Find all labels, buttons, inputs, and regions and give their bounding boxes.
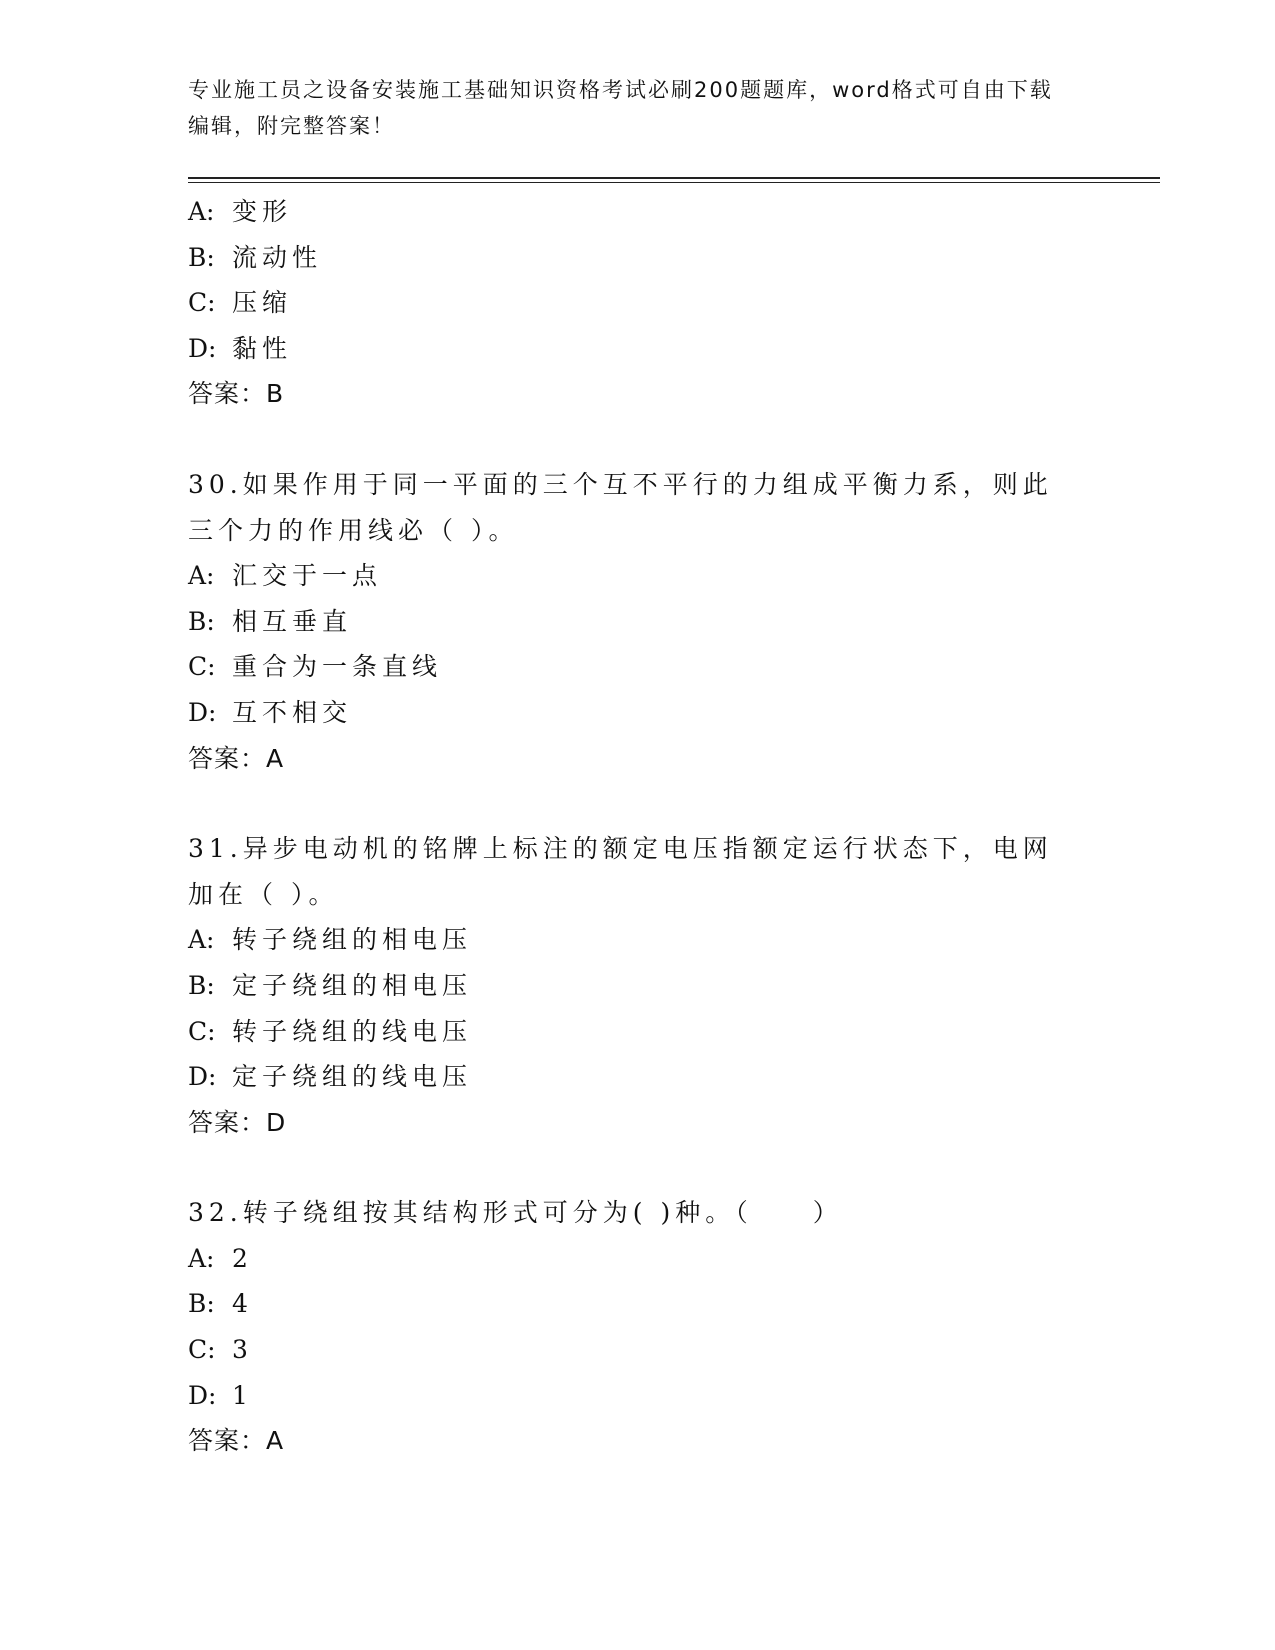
question-text: 32.转子绕组按其结构形式可分为( )种。（ ） bbox=[188, 1198, 843, 1228]
option-text: 1 bbox=[232, 1380, 253, 1410]
option-label: B: bbox=[188, 242, 215, 272]
option-text: 定子绕组的线电压 bbox=[232, 1062, 473, 1092]
header-divider-thin bbox=[188, 182, 1160, 183]
option-text: 压缩 bbox=[232, 288, 293, 318]
answer-line: 答案：D bbox=[188, 1107, 287, 1137]
option-a bbox=[188, 553, 1088, 599]
option-label: D: bbox=[188, 1380, 217, 1410]
option-label: B: bbox=[188, 606, 215, 636]
option-c bbox=[188, 1327, 1088, 1373]
option-c bbox=[188, 1009, 1088, 1055]
option-text: 转子绕组的线电压 bbox=[232, 1016, 473, 1046]
option-c bbox=[188, 644, 1088, 690]
option-label: C: bbox=[188, 652, 216, 682]
option-label: D: bbox=[188, 333, 217, 363]
option-text: 3 bbox=[232, 1335, 253, 1365]
option-text: 转子绕组的相电压 bbox=[232, 925, 473, 955]
option-label: B: bbox=[188, 970, 215, 1000]
question-block-32 bbox=[188, 1190, 1088, 1464]
option-b bbox=[188, 599, 1088, 645]
option-b bbox=[188, 235, 1088, 281]
question-block-31 bbox=[188, 826, 1088, 1145]
option-d bbox=[188, 1373, 1088, 1419]
block-spacer bbox=[188, 417, 1088, 462]
option-label: A: bbox=[188, 561, 215, 591]
option-label: A: bbox=[188, 1243, 215, 1273]
option-text: 定子绕组的相电压 bbox=[232, 970, 473, 1000]
document-header-title: 专业施工员之设备安装施工基础知识资格考试必刷200题题库，word格式可自由下载编辑，附完整答案！ bbox=[188, 78, 1053, 138]
header-divider-thick bbox=[188, 177, 1160, 179]
answer-line: 答案：A bbox=[188, 1426, 285, 1456]
question-list bbox=[188, 189, 1088, 1464]
option-label: D: bbox=[188, 1062, 217, 1092]
option-c bbox=[188, 280, 1088, 326]
option-text: 互不相交 bbox=[232, 697, 353, 727]
option-label: D: bbox=[188, 697, 217, 727]
option-text: 重合为一条直线 bbox=[232, 652, 443, 682]
option-text: 汇交于一点 bbox=[232, 561, 383, 591]
option-label: B: bbox=[188, 1289, 215, 1319]
question-block-29 bbox=[188, 189, 1088, 417]
option-a bbox=[188, 1236, 1088, 1282]
option-d bbox=[188, 1054, 1088, 1100]
option-b bbox=[188, 1281, 1088, 1327]
answer-line: 答案：A bbox=[188, 743, 285, 773]
question-text: 31.异步电动机的铭牌上标注的额定电压指额定运行状态下，电网加在（ ）。 bbox=[188, 834, 1053, 909]
option-label: C: bbox=[188, 288, 216, 318]
option-d bbox=[188, 690, 1088, 736]
question-text: 30.如果作用于同一平面的三个互不平行的力组成平衡力系，则此三个力的作用线必（ ）。 bbox=[188, 469, 1053, 545]
option-label: A: bbox=[188, 925, 215, 955]
option-label: A: bbox=[188, 197, 215, 226]
option-text: 黏性 bbox=[232, 333, 293, 363]
option-text: 流动性 bbox=[232, 242, 323, 272]
option-text: 变形 bbox=[232, 197, 293, 226]
option-a bbox=[188, 189, 1088, 235]
answer-line: 答案：B bbox=[188, 379, 285, 409]
option-b bbox=[188, 963, 1088, 1009]
option-text: 2 bbox=[232, 1243, 253, 1273]
option-label: C: bbox=[188, 1016, 216, 1046]
option-text: 4 bbox=[232, 1289, 253, 1319]
option-d bbox=[188, 326, 1088, 372]
option-a bbox=[188, 917, 1088, 963]
block-spacer bbox=[188, 781, 1088, 826]
option-text: 相互垂直 bbox=[232, 606, 353, 636]
block-spacer bbox=[188, 1145, 1088, 1190]
option-label: C: bbox=[188, 1335, 216, 1365]
question-block-30 bbox=[188, 462, 1088, 781]
